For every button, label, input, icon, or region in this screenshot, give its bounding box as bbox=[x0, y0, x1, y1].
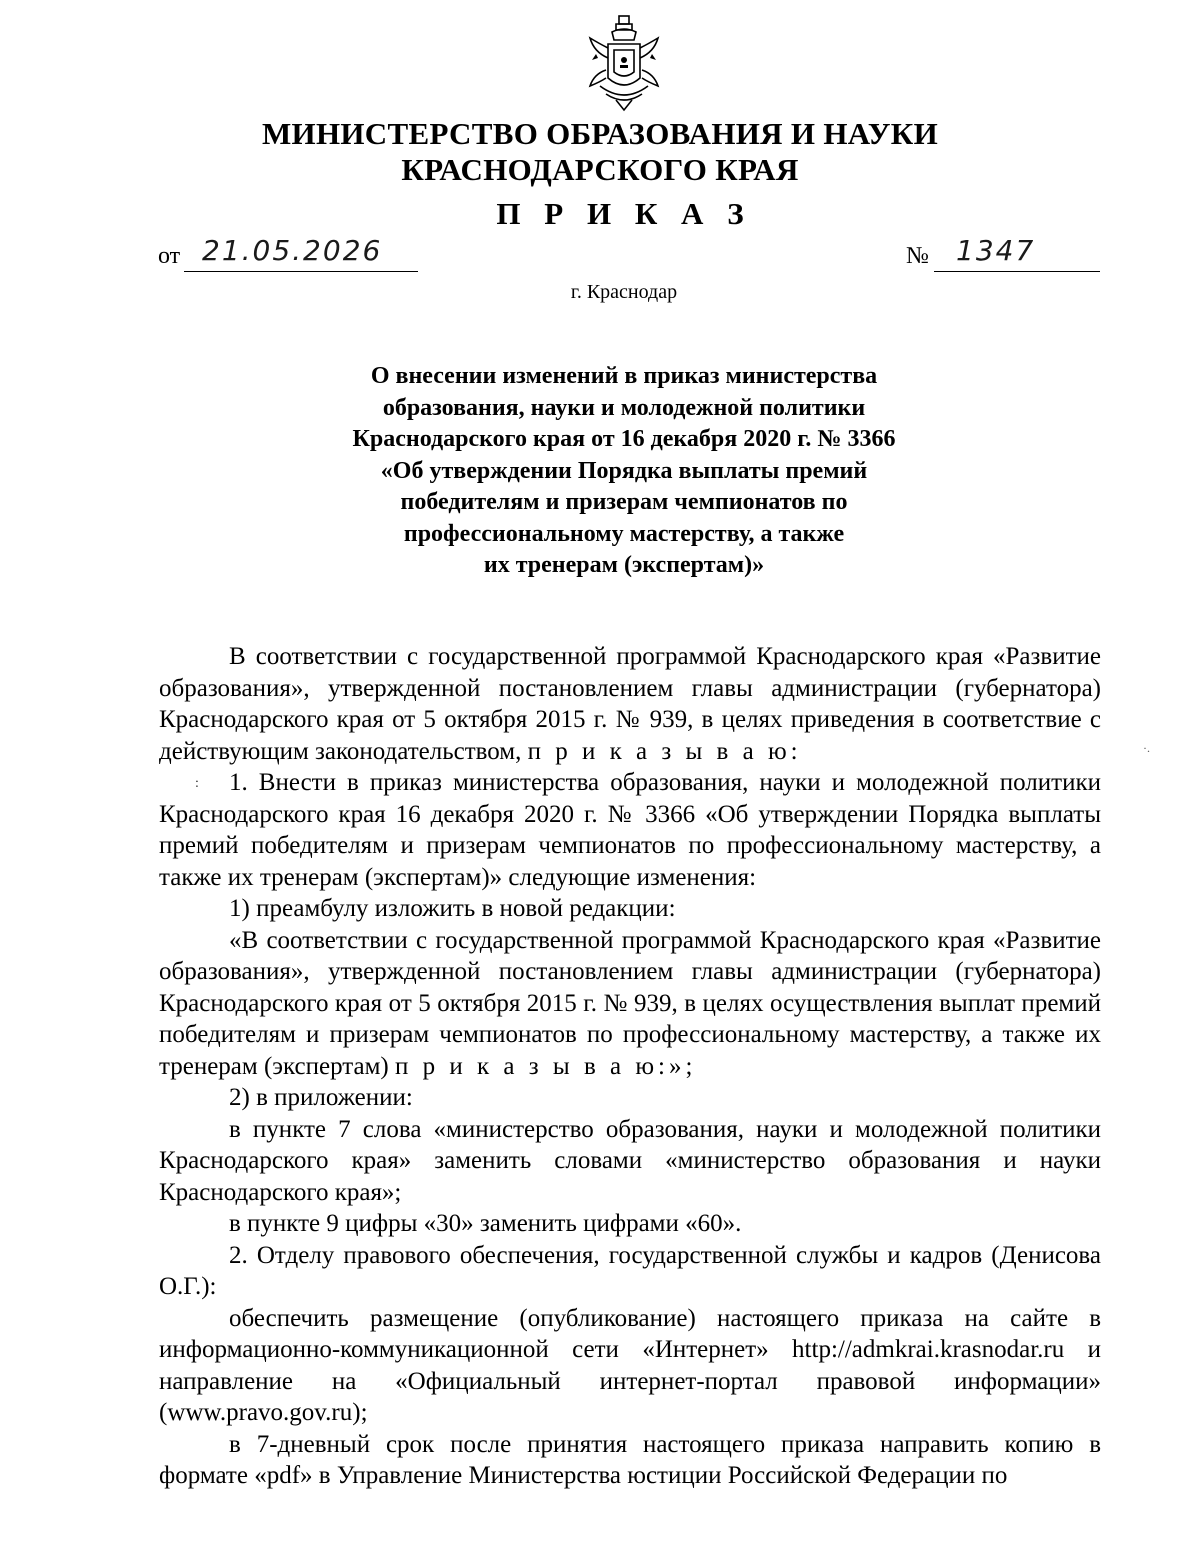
heading-line: О внесении изменений в приказ министерства bbox=[370, 363, 878, 389]
scan-artifact: ·. bbox=[1143, 741, 1150, 755]
paragraph-item-2: 2. Отделу правового обеспечения, государственной службы и кадров (Денисова О.Г.): bbox=[159, 1241, 1101, 1300]
date-value-handwritten: 21.05.2026 bbox=[202, 234, 383, 267]
paragraph-new-preamble bbox=[159, 925, 1101, 1083]
orders-word: п р и к а з ы в а ю: bbox=[527, 737, 802, 765]
paragraph-subitem-2: 2) в приложении: bbox=[229, 1084, 413, 1111]
city: г. Краснодар bbox=[570, 281, 678, 303]
paragraph-point-7: в пункте 7 слова «министерство образования, науки и молодежной политики Краснодарского края» заменить словами «министерство образования и науки Краснодарского края»; bbox=[159, 1115, 1101, 1206]
heading-line: Краснодарского края от 16 декабря 2020 г. № 3366 bbox=[352, 426, 896, 452]
order-number-field bbox=[906, 236, 1100, 276]
scan-artifact: : bbox=[195, 776, 199, 791]
order-heading bbox=[0, 361, 1200, 582]
order-title: П Р И К А З bbox=[496, 196, 752, 231]
paragraph-preamble bbox=[159, 641, 1101, 767]
heading-line: победителям и призерам чемпионатов по bbox=[400, 489, 848, 515]
heading-line: их тренерам (экспертам)» bbox=[483, 552, 765, 578]
paragraph-publication: обеспечить размещение (опубликование) настоящего приказа на сайте в информационно-коммуникационной сети «Интернет» http://admkrai.krasnodar.ru и направление на «Официальный интернет-портал правовой информации» (www.pravo.gov.ru); bbox=[159, 1304, 1101, 1426]
paragraph-subitem-1: 1) преамбулу изложить в новой редакции: bbox=[229, 895, 676, 922]
number-label: № bbox=[906, 243, 929, 269]
number-value-handwritten: 1347 bbox=[956, 234, 1036, 267]
coat-of-arms-emblem bbox=[586, 14, 662, 112]
heading-line: профессиональному мастерству, а также bbox=[403, 520, 845, 547]
new-preamble-text: «В соответствии с государственной программой Краснодарского края «Развитие образования», утвержденной постановлением главы администрации (губернатора) Краснодарского края от 5 октября 2015 г. № 939, в целях осуществления выплат премий победителям и призерам чемпионатов по профессиональному мастерству, а также их тренерам (экспертам) bbox=[159, 926, 1101, 1080]
paragraph-point-9: в пункте 9 цифры «30» заменить цифрами «60». bbox=[229, 1210, 742, 1237]
paragraph-item-1: 1. Внести в приказ министерства образования, науки и молодежной политики Краснодарского края 16 декабря 2020 г. № 3366 «Об утверждении Порядка выплаты премий победителям и призерам чемпионатов по профессиональному мастерству, а также их тренерам (экспертам)» следующие изменения: bbox=[159, 769, 1101, 891]
date-underline bbox=[184, 271, 418, 272]
number-underline bbox=[934, 271, 1100, 272]
ministry-name-line1: МИНИСТЕРСТВО ОБРАЗОВАНИЯ И НАУКИ bbox=[262, 116, 938, 151]
ministry-name bbox=[0, 116, 1200, 188]
heading-line: образования, науки и молодежной политики bbox=[382, 394, 866, 421]
new-preamble-orders-word: п р и к а з ы в а ю:»; bbox=[395, 1052, 697, 1080]
date-label: от bbox=[158, 243, 181, 269]
ministry-name-line2: КРАСНОДАРСКОГО КРАЯ bbox=[401, 152, 799, 187]
preamble-text: В соответствии с государственной программой Краснодарского края «Развитие образования», утвержденной постановлением главы администрации (губернатора) Краснодарского края от 5 октября 2015 г. № 939, в целях приведения в соответствие с действующим законодательством, bbox=[159, 643, 1101, 765]
heading-line: «Об утверждении Порядка выплаты премий bbox=[380, 457, 868, 484]
order-body bbox=[159, 641, 1101, 1492]
order-date-field bbox=[158, 236, 418, 276]
paragraph-copy-pdf: в 7-дневный срок после принятия настоящего приказа направить копию в формате «pdf» в Управление Министерства юстиции Российской Федерации по bbox=[159, 1430, 1101, 1489]
